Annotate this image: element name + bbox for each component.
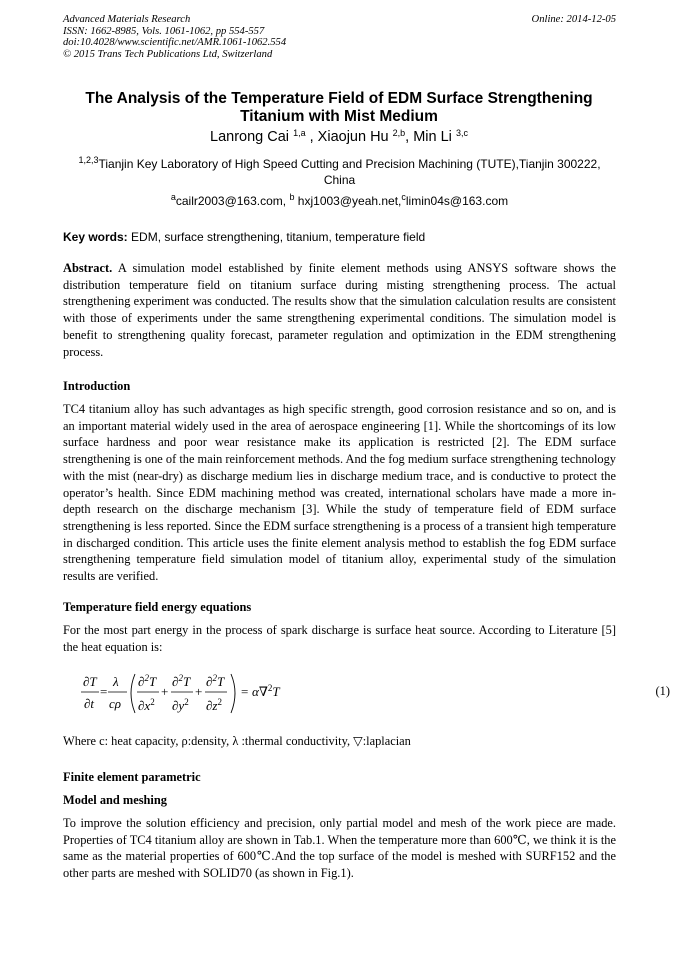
author-name: Lanrong Cai — [210, 129, 290, 145]
email-sup: a — [170, 192, 176, 202]
svg-text:∂z2: $\partial z^2$ — [206, 697, 222, 713]
section-heading-introduction: Introduction — [63, 379, 131, 393]
email-link: hxj1003@yeah.net, — [294, 194, 402, 208]
energy-text: For the most part energy in the process of spark discharge is surface heat source. According to Literature [5] the heat equation is: — [63, 623, 616, 654]
svg-text:∂2T: ∂$^2$T — [206, 673, 225, 689]
title-line-1: The Analysis of the Temperature Field of EDM Surface Strengthening — [85, 90, 593, 107]
equation-where: Where c: heat capacity, ρ:density, λ :thermal conductivity, ▽:laplacian — [63, 734, 411, 748]
keywords-label: Key words: — [63, 230, 128, 244]
svg-text:∂2T: ∂$^2$T — [172, 673, 191, 689]
keywords — [63, 229, 616, 245]
svg-text:=: = — [241, 684, 249, 699]
author-sup: 2,b — [392, 128, 406, 138]
affiliation-line-1: Tianjin Key Laboratory of High Speed Cutting and Precision Machining (TUTE),Tianjin 300222, — [98, 157, 601, 171]
email-link: cailr2003@163.com, — [175, 194, 290, 208]
author-emails — [63, 193, 616, 209]
doi: doi:10.4028/www.scientific.net/AMR.1061-1062.554 — [63, 37, 287, 49]
model-meshing-text: To improve the solution efficiency and precision, only partial model and mesh of the work piece are made. Properties of TC4 titanium alloy are shown in Tab.1. When the temperature more than 600℃, we think it is the same as the material properties of 600℃.And the top surface of the model is meshed with SURF152 and the other parts are meshed with SOLID70 (as shown in Fig.1). — [63, 816, 616, 881]
svg-text:=: = — [100, 684, 108, 699]
author-name: Min Li — [413, 129, 452, 145]
svg-text:cρ: cρ — [109, 696, 122, 711]
subsection-heading-model: Model and meshing — [63, 793, 167, 807]
svg-text:∂x2: $\partial x^2$ — [138, 697, 155, 713]
svg-text:+: + — [161, 684, 169, 699]
section-heading-fe: Finite element parametric — [63, 770, 201, 784]
abstract-label: Abstract. — [63, 261, 113, 275]
affiliation — [63, 156, 616, 188]
author-sup: 1,a — [293, 128, 306, 138]
abstract-text: A simulation model established by finite element methods using ANSYS software shows the distribution temperature field on titanium surface during misting strengthening process. The actual strengthening experiment was conducted. The results show that the simulation calculation results are consistent with those of experiments under the same strengthening experimental conditions. The simulation model is benefit to strengthening quality forecast, parameter regulation and optimization in the EDM strengthening process. — [63, 261, 616, 359]
svg-text:α∇2T: α∇$^2$T — [252, 683, 280, 699]
author-sup: 3,c — [455, 128, 468, 138]
journal-header — [63, 14, 616, 60]
heat-equation — [63, 666, 616, 722]
affiliation-line-2: China — [323, 173, 356, 187]
affiliation-sup: 1,2,3 — [78, 155, 99, 165]
journal-name: Advanced Materials Research — [63, 14, 191, 25]
paper-title — [40, 90, 638, 126]
introduction-text: TC4 titanium alloy has such advantages as high specific strength, good corrosion resistance and so on, and is an important material widely used in the area of aerospace engineering [1]. While the shortcomings of its low surface hardness and poor wear resistance make its application is restricted [2]. The EDM surface strengthening is one of the main reinforcement methods. And the fog medium surface strengthening technology with the mist (near-dry) as discharge medium lies in discharge medium trace, and is conductive to protect the operator’s health. Since EDM machining method was created, international scholars have made a more in-depth research on the discharge mechanism [3]. While the study of temperature field of EDM surface strengthening is less reported. Since the EDM surface strengthening is a process of a transient high temperature in discharged condition. This article uses the finite element analysis method to establish the fog EDM surface strengthening temperature field simulation model of titanium alloy, experimental study of the simulation results are verified. — [63, 402, 616, 584]
online-date: Online: 2014-12-05 — [531, 14, 616, 25]
author-name: Xiaojun Hu — [317, 129, 389, 145]
email-sup: c — [401, 192, 406, 202]
copyright: © 2015 Trans Tech Publications Ltd, Switzerland — [63, 48, 273, 60]
author-sep: , — [305, 129, 318, 145]
svg-text:λ: λ — [113, 674, 119, 689]
keywords-text: EDM, surface strengthening, titanium, temperature field — [127, 230, 426, 244]
abstract — [63, 260, 616, 360]
issn: ISSN: 1662-8985, Vols. 1061-1062, pp 554-557 — [63, 25, 265, 37]
email-link: limin04s@163.com — [405, 194, 509, 208]
title-line-2: Titanium with Mist Medium — [240, 108, 438, 125]
svg-text:+: + — [195, 684, 203, 699]
author-sep: , — [405, 129, 414, 145]
equation-number: (1) — [655, 684, 670, 698]
svg-text:∂T: ∂T — [83, 674, 97, 689]
svg-text:∂2T: ∂$^2$T — [138, 673, 157, 689]
author-list — [40, 128, 638, 146]
email-sup: b — [289, 192, 295, 202]
svg-text:∂y2: $\partial y^2$ — [172, 697, 189, 713]
svg-text:∂t: ∂t — [84, 696, 95, 711]
section-heading-energy: Temperature field energy equations — [63, 600, 252, 614]
